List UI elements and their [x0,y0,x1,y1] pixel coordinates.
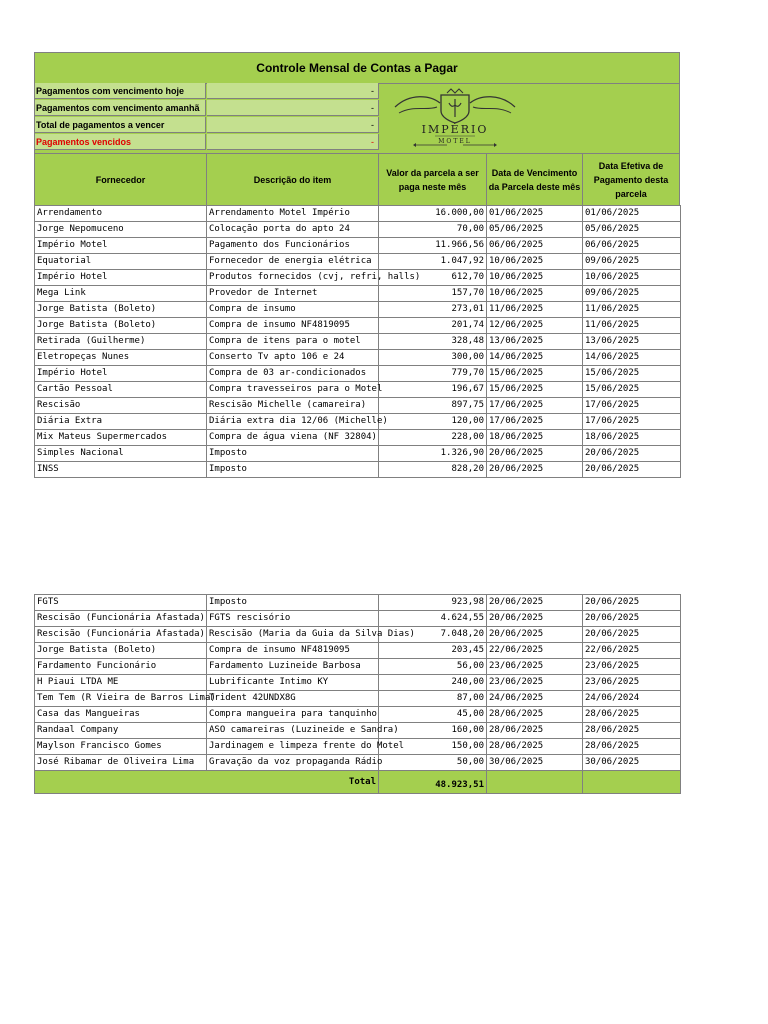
cell-descricao[interactable]: Jardinagem e limpeza frente do Motel [207,739,379,755]
cell-valor[interactable]: 7.048,20 [379,627,487,643]
table-row [35,707,681,723]
table-row [35,414,681,430]
cell-pagamento[interactable]: 28/06/2025 [583,739,681,755]
table-row [35,222,681,238]
summary-label: Pagamentos vencidos [35,134,206,150]
logo-sub: MOTEL [438,138,472,145]
cell-descricao[interactable]: FGTS rescisório [207,611,379,627]
table-row [35,659,681,675]
cell-descricao[interactable]: Colocação porta do apto 24 [207,222,379,238]
cell-pagamento[interactable]: 17/06/2025 [583,398,681,414]
cell-fornecedor[interactable]: Jorge Batista (Boleto) [35,302,207,318]
cell-pagamento[interactable]: 23/06/2025 [583,675,681,691]
cell-fornecedor[interactable]: Casa das Mangueiras [35,707,207,723]
cell-vencimento[interactable]: 05/06/2025 [487,222,583,238]
imperio-motel-logo [385,85,525,151]
col-header-fornecedor: Fornecedor [35,153,207,206]
cell-pagamento[interactable]: 22/06/2025 [583,643,681,659]
cell-fornecedor[interactable]: Jorge Nepomuceno [35,222,207,238]
cell-vencimento[interactable]: 17/06/2025 [487,414,583,430]
cell-fornecedor[interactable]: Rescisão (Funcionária Afastada) [35,611,207,627]
table-row [35,270,681,286]
cell-descricao[interactable]: Compra de insumo [207,302,379,318]
cell-valor[interactable]: 923,98 [379,595,487,611]
summary-value[interactable]: - [207,117,379,133]
cell-pagamento[interactable]: 15/06/2025 [583,366,681,382]
cell-descricao[interactable]: Imposto [207,462,379,478]
cell-fornecedor[interactable]: Simples Nacional [35,446,207,462]
cell-pagamento[interactable]: 10/06/2025 [583,270,681,286]
cell-valor[interactable]: 203,45 [379,643,487,659]
cell-vencimento[interactable]: 24/06/2025 [487,691,583,707]
summary-value[interactable]: - [207,100,379,116]
cell-descricao[interactable]: Compra travesseiros para o Motel [207,382,379,398]
cell-fornecedor[interactable]: Jorge Batista (Boleto) [35,643,207,659]
table-row [35,611,681,627]
col-header-vencimento: Data de Vencimento da Parcela deste mês [487,153,583,206]
cell-descricao[interactable]: Arrendamento Motel Império [207,206,379,222]
cell-valor[interactable]: 300,00 [379,350,487,366]
cell-vencimento[interactable]: 10/06/2025 [487,254,583,270]
cell-valor[interactable]: 157,70 [379,286,487,302]
table-row [35,446,681,462]
cell-valor[interactable]: 828,20 [379,462,487,478]
cell-descricao[interactable]: Rescisão (Maria da Guia da Silva Dias) [207,627,379,643]
cell-vencimento[interactable]: 28/06/2025 [487,723,583,739]
cell-pagamento[interactable]: 20/06/2025 [583,446,681,462]
cell-descricao[interactable]: Produtos fornecidos (cvj, refri, halls) [207,270,379,286]
table-row [35,334,681,350]
cell-fornecedor[interactable]: Rescisão (Funcionária Afastada) [35,627,207,643]
cell-vencimento[interactable]: 20/06/2025 [487,595,583,611]
cell-fornecedor[interactable]: H Piaui LTDA ME [35,675,207,691]
summary-row-today [35,83,679,99]
cell-valor[interactable]: 11.966,56 [379,238,487,254]
cell-fornecedor[interactable]: Arrendamento [35,206,207,222]
cell-descricao[interactable]: Trident 42UNDX8G [207,691,379,707]
total-value[interactable]: 48.923,51 [379,771,487,794]
total-row [35,771,681,794]
cell-descricao[interactable]: Diária extra dia 12/06 (Michelle) [207,414,379,430]
cell-pagamento[interactable]: 20/06/2025 [583,595,681,611]
table-row [35,595,681,611]
cell-fornecedor[interactable]: INSS [35,462,207,478]
cell-vencimento[interactable]: 22/06/2025 [487,643,583,659]
cell-valor[interactable]: 328,48 [379,334,487,350]
cell-vencimento[interactable]: 17/06/2025 [487,398,583,414]
cell-pagamento[interactable]: 17/06/2025 [583,414,681,430]
cell-pagamento[interactable]: 09/06/2025 [583,254,681,270]
cell-vencimento[interactable]: 28/06/2025 [487,739,583,755]
cell-empty[interactable] [583,771,681,794]
cell-fornecedor[interactable]: Jorge Batista (Boleto) [35,318,207,334]
summary-value[interactable]: - [207,83,379,99]
cell-pagamento[interactable]: 20/06/2025 [583,462,681,478]
table-row [35,430,681,446]
cell-valor[interactable]: 56,00 [379,659,487,675]
cell-pagamento[interactable]: 01/06/2025 [583,206,681,222]
cell-valor[interactable]: 612,70 [379,270,487,286]
cell-vencimento[interactable]: 14/06/2025 [487,350,583,366]
cell-vencimento[interactable]: 23/06/2025 [487,659,583,675]
cell-valor[interactable]: 150,00 [379,739,487,755]
cell-fornecedor[interactable]: FGTS [35,595,207,611]
cell-pagamento[interactable]: 09/06/2025 [583,286,681,302]
cell-valor[interactable]: 50,00 [379,755,487,771]
table-row [35,643,681,659]
sheet-title: Controle Mensal de Contas a Pagar [35,53,679,84]
summary-label: Pagamentos com vencimento amanhã [35,100,206,116]
table-row [35,366,681,382]
summary-value[interactable]: - [207,134,379,150]
cell-valor[interactable]: 201,74 [379,318,487,334]
summary-row-overdue [35,134,679,150]
cell-vencimento[interactable]: 10/06/2025 [487,286,583,302]
cell-pagamento[interactable]: 18/06/2025 [583,430,681,446]
cell-vencimento[interactable]: 01/06/2025 [487,206,583,222]
table-row [35,382,681,398]
cell-vencimento[interactable]: 28/06/2025 [487,707,583,723]
cell-valor[interactable]: 87,00 [379,691,487,707]
cell-descricao[interactable]: Compra de itens para o motel [207,334,379,350]
cell-pagamento[interactable]: 30/06/2025 [583,755,681,771]
col-header-pagamento: Data Efetiva de Pagamento desta parcela [583,153,679,206]
table-row [35,755,681,771]
summary-row-tomorrow [35,100,679,116]
payments-table-2 [34,594,681,794]
cell-descricao[interactable]: Rescisão Michelle (camareira) [207,398,379,414]
cell-fornecedor[interactable]: Império Motel [35,238,207,254]
cell-pagamento[interactable]: 11/06/2025 [583,318,681,334]
cell-valor[interactable]: 16.000,00 [379,206,487,222]
table-row [35,206,681,222]
cell-fornecedor[interactable]: Mix Mateus Supermercados [35,430,207,446]
cell-vencimento[interactable]: 06/06/2025 [487,238,583,254]
cell-valor[interactable]: 196,67 [379,382,487,398]
table-row [35,238,681,254]
cell-pagamento[interactable]: 20/06/2025 [583,627,681,643]
table-row [35,286,681,302]
cell-valor[interactable]: 70,00 [379,222,487,238]
cell-descricao[interactable]: Imposto [207,595,379,611]
cell-descricao[interactable]: Lubrificante Intimo KY [207,675,379,691]
table-row [35,739,681,755]
cell-valor[interactable]: 45,00 [379,707,487,723]
table-row [35,302,681,318]
cell-pagamento[interactable]: 28/06/2025 [583,707,681,723]
table-row [35,462,681,478]
crown-crest-icon [385,85,525,151]
cell-descricao[interactable]: Provedor de Internet [207,286,379,302]
cell-fornecedor[interactable]: Maylson Francisco Gomes [35,739,207,755]
cell-fornecedor[interactable]: Retirada (Guilherme) [35,334,207,350]
cell-vencimento[interactable]: 15/06/2025 [487,366,583,382]
cell-descricao[interactable]: Gravação da voz propaganda Rádio [207,755,379,771]
cell-pagamento[interactable]: 06/06/2025 [583,238,681,254]
cell-descricao[interactable]: ASO camareiras (Luzineide e Sandra) [207,723,379,739]
cell-fornecedor[interactable]: Eletropeças Nunes [35,350,207,366]
table-row [35,627,681,643]
cell-fornecedor[interactable]: Império Hotel [35,366,207,382]
cell-valor[interactable]: 273,01 [379,302,487,318]
payments-table-1 [34,205,681,478]
cell-fornecedor[interactable]: Mega Link [35,286,207,302]
cell-fornecedor[interactable]: Império Hotel [35,270,207,286]
cell-valor[interactable]: 228,00 [379,430,487,446]
cell-pagamento[interactable]: 05/06/2025 [583,222,681,238]
cell-fornecedor[interactable]: Diária Extra [35,414,207,430]
cell-valor[interactable]: 897,75 [379,398,487,414]
cell-fornecedor[interactable]: José Ribamar de Oliveira Lima [35,755,207,771]
cell-descricao[interactable]: Pagamento dos Funcionários [207,238,379,254]
logo-name: IMPÉRIO [421,123,489,136]
cell-valor[interactable]: 779,70 [379,366,487,382]
cell-pagamento[interactable]: 14/06/2025 [583,350,681,366]
cell-vencimento[interactable]: 13/06/2025 [487,334,583,350]
cell-empty[interactable] [487,771,583,794]
total-label: Total [35,771,379,794]
cell-pagamento[interactable]: 20/06/2025 [583,611,681,627]
cell-vencimento[interactable]: 11/06/2025 [487,302,583,318]
cell-vencimento[interactable]: 20/06/2025 [487,462,583,478]
table-row [35,675,681,691]
cell-vencimento[interactable]: 23/06/2025 [487,675,583,691]
cell-valor[interactable]: 1.047,92 [379,254,487,270]
cell-descricao[interactable]: Imposto [207,446,379,462]
cell-valor[interactable]: 160,00 [379,723,487,739]
cell-fornecedor[interactable]: Equatorial [35,254,207,270]
col-header-valor: Valor da parcela a ser paga neste mês [379,153,487,206]
cell-vencimento[interactable]: 20/06/2025 [487,611,583,627]
cell-fornecedor[interactable]: Rescisão [35,398,207,414]
cell-valor[interactable]: 120,00 [379,414,487,430]
cell-pagamento[interactable]: 15/06/2025 [583,382,681,398]
cell-valor[interactable]: 1.326,90 [379,446,487,462]
cell-pagamento[interactable]: 24/06/2024 [583,691,681,707]
table-row [35,318,681,334]
cell-fornecedor[interactable]: Fardamento Funcionário [35,659,207,675]
cell-vencimento[interactable]: 20/06/2025 [487,446,583,462]
cell-pagamento[interactable]: 11/06/2025 [583,302,681,318]
cell-descricao[interactable]: Compra de água viena (NF 32804) [207,430,379,446]
cell-vencimento[interactable]: 15/06/2025 [487,382,583,398]
cell-descricao[interactable]: Compra mangueira para tanquinho [207,707,379,723]
cell-descricao[interactable]: Fardamento Luzineide Barbosa [207,659,379,675]
cell-valor[interactable]: 4.624,55 [379,611,487,627]
cell-pagamento[interactable]: 23/06/2025 [583,659,681,675]
summary-row-upcoming [35,117,679,133]
cell-vencimento[interactable]: 18/06/2025 [487,430,583,446]
sheet-header [34,52,680,206]
table-row [35,691,681,707]
cell-pagamento[interactable]: 13/06/2025 [583,334,681,350]
table-row [35,398,681,414]
cell-fornecedor[interactable]: Cartão Pessoal [35,382,207,398]
cell-vencimento[interactable]: 10/06/2025 [487,270,583,286]
cell-fornecedor[interactable]: Tem Tem (R Vieira de Barros Lima) [35,691,207,707]
cell-valor[interactable]: 240,00 [379,675,487,691]
cell-descricao[interactable]: Compra de insumo NF4819095 [207,318,379,334]
col-header-descricao: Descrição do item [207,153,379,206]
cell-vencimento[interactable]: 12/06/2025 [487,318,583,334]
cell-fornecedor[interactable]: Randaal Company [35,723,207,739]
table-row [35,350,681,366]
cell-descricao[interactable]: Compra de 03 ar-condicionados [207,366,379,382]
summary-label: Total de pagamentos a vencer [35,117,206,133]
cell-descricao[interactable]: Compra de insumo NF4819095 [207,643,379,659]
cell-vencimento[interactable]: 30/06/2025 [487,755,583,771]
cell-descricao[interactable]: Conserto Tv apto 106 e 24 [207,350,379,366]
summary-label: Pagamentos com vencimento hoje [35,83,206,99]
cell-pagamento[interactable]: 28/06/2025 [583,723,681,739]
cell-descricao[interactable]: Fornecedor de energia elétrica [207,254,379,270]
cell-vencimento[interactable]: 20/06/2025 [487,627,583,643]
table-row [35,254,681,270]
table-row [35,723,681,739]
